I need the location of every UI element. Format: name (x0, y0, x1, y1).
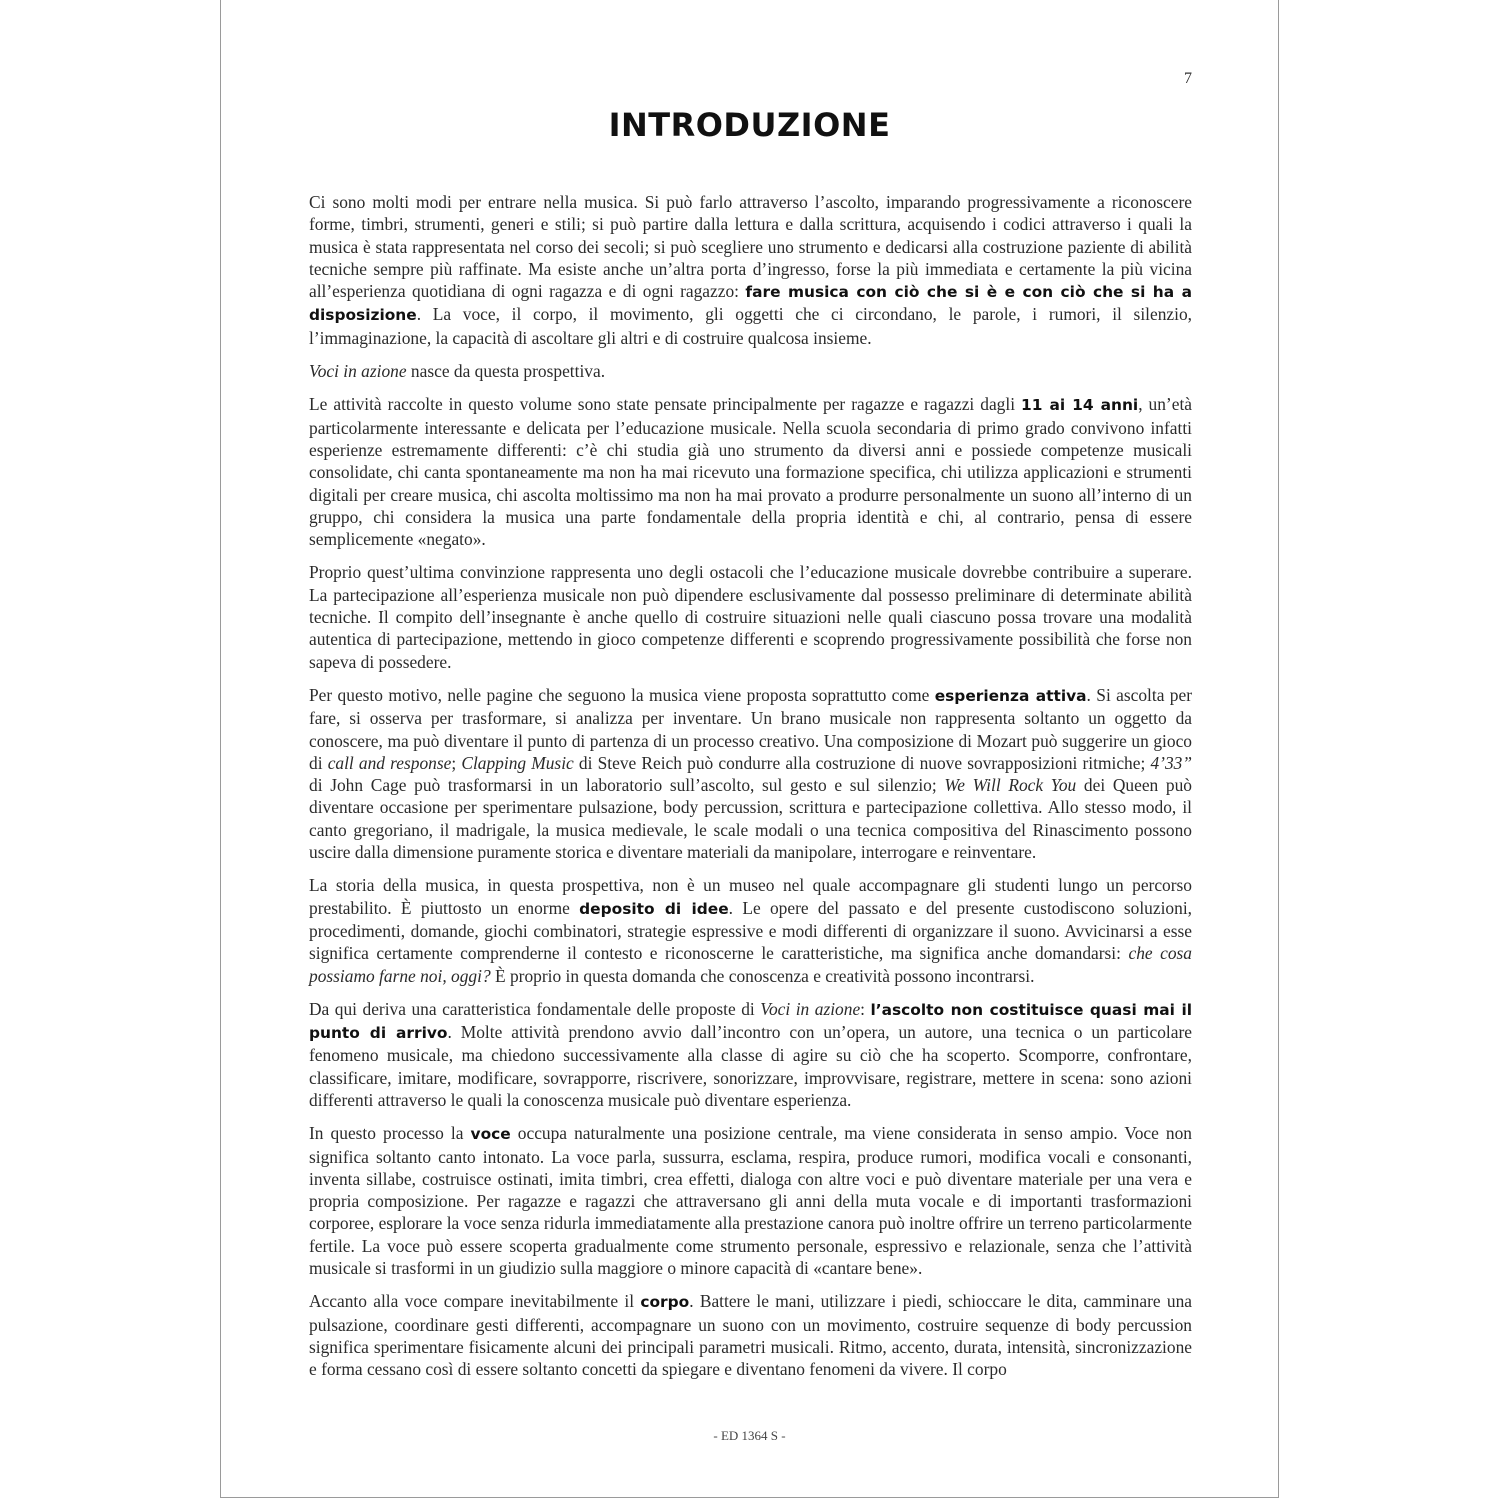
paragraph (309, 393, 1192, 550)
paragraph (309, 1122, 1192, 1279)
bold-text: fare musica con ciò che si è e con ciò che si ha a disposizione (309, 283, 1192, 325)
text-segment: . Molte attività prendono avvio dall’incontro con un’opera, un autore, una tecnica o un particolare fenomeno musicale, ma chiedono successivamente alla classe di agire su ciò che ha scoperto. Scomporre, confrontare, classificare, imitare, modificare, sovrapporre, riscrivere, sonorizzare, improvvisare, registrare, mettere in scena: sono azioni differenti attraverso le quali la conoscenza musicale può diventare esperienza. (309, 1022, 1192, 1110)
italic-text: 4’33” (1150, 752, 1193, 773)
text-segment: . La voce, il corpo, il movimento, gli oggetti che ci circondano, le parole, i rumori, il silenzio, l’immaginazione, la capacità di ascoltare gli altri e di costruire qualcosa insieme. (309, 304, 1192, 348)
paragraph (309, 1290, 1192, 1380)
text-segment: occupa naturalmente una posizione centrale, ma viene considerata in senso ampio. Voce non significa soltanto canto intonato. La voce parla, sussurra, esclama, respira, produce rumori, modifica vocali e consonanti, inventa sillabe, costruisce ostinati, imita timbri, crea effetti, dialoga con altre voci e può diventare materiale per una vera e propria composizione. Per ragazze e ragazzi che attraversano gli anni della muta vocale e di importanti trasformazioni corporee, esplorare la voce senza ridurla immediatamente alla prestazione canora può inoltre offrire un terreno particolarmente fertile. La voce può essere scoperta gradualmente come strumento personale, espressivo e relazionale, senza che l’attività musicale si trasformi in un giudizio sulla maggiore o minore capacità di «cantare bene». (309, 1123, 1192, 1279)
paragraph (309, 998, 1192, 1111)
text-segment: Accanto alla voce compare inevitabilmente il (309, 1291, 641, 1312)
page-number: 7 (1184, 70, 1192, 87)
text-segment: Ci sono molti modi per entrare nella musica. Si può farlo attraverso l’ascolto, imparando progressivamente a riconoscere forme, timbri, strumenti, generi e stili; si può partire dalla lettura e dalla scrittura, acquisendo i codici attraverso i quali la musica è stata rappresentata nel corso dei secoli; si può scegliere uno strumento e dedicarsi alla costruzione paziente di abilità tecniche sempre più raffinate. Ma esiste anche un’altra porta d’ingresso, forse la più immediata e certamente la più vicina all’esperienza quotidiana di ogni ragazza e di ogni ragazzo: (309, 192, 1192, 302)
text-segment: nasce da questa prospettiva. (406, 361, 606, 382)
paragraph (309, 561, 1192, 672)
italic-text: che cosa possiamo farne noi, oggi? (309, 943, 1193, 986)
text-segment: Le attività raccolte in questo volume sono state pensate principalmente per ragazze e ragazzi dagli (309, 394, 1022, 415)
text-segment: Proprio quest’ultima convinzione rappresenta uno degli ostacoli che l’educazione musicale dovrebbe contribuire a superare. La partecipazione all’esperienza musicale non può dipendere esclusivamente dal possesso preliminare di determinate abilità tecniche. Il compito dell’insegnante è anche quello di costruire situazioni nelle quali ciascuno possa trovare una modalità autentica di partecipazione, mettendo in gioco competenze differenti e scoprendo progressivamente possibilità che forse non sapeva di possedere. (309, 562, 1192, 672)
page-footer: - ED 1364 S - (713, 1428, 786, 1443)
paragraph (309, 684, 1192, 863)
text-segment: , un’età particolarmente interessante e delicata per l’educazione musicale. Nella scuola secondaria di primo grado convivono infatti esperienze estremamente differenti: c’è chi studia già uno strumento da diversi anni e possiede competenze musicali consolidate, chi canta spontaneamente ma non ha mai ricevuto una formazione specifica, chi utilizza applicazioni e strumenti digitali per creare musica, chi ascolta moltissimo ma non ha mai provato a produrre personalmente un suono all’interno di un gruppo, chi considera la musica una parte fondamentale della propria identità e chi, al contrario, pensa di essere semplicemente «negato». (309, 394, 1192, 550)
document-page (220, 0, 1279, 1498)
page-title: INTRODUZIONE (608, 106, 891, 144)
text-segment: È proprio in questa domanda che conoscenza e creatività possono incontrarsi. (490, 965, 1035, 986)
paragraph (309, 191, 1192, 349)
italic-text: Voci in azione (760, 998, 861, 1019)
text-segment: La storia della musica, in questa prospettiva, non è un museo nel quale accompagnare gli studenti lungo un percorso prestabilito. È piuttosto un enorme (309, 875, 1192, 918)
text-segment: Per questo motivo, nelle pagine che seguono la musica viene proposta soprattutto come (309, 684, 935, 705)
text-segment: di Steve Reich può condurre alla costruzione di nuove sovrapposizioni ritmiche; (573, 752, 1151, 773)
body-text (309, 191, 1192, 1381)
paragraph (309, 874, 1192, 986)
bold-text: corpo (640, 1293, 690, 1312)
bold-text: 11 ai 14 anni (1021, 396, 1139, 415)
bold-text: l’ascolto non costituisce quasi mai il punto di arrivo (309, 1000, 1192, 1043)
paragraph (309, 360, 1192, 382)
text-segment: di John Cage può trasformarsi in un laboratorio sull’ascolto, sul gesto e sul silenzio; (309, 775, 945, 796)
text-segment: . Si ascolta per fare, si osserva per trasformare, si analizza per inventare. Un brano musicale non rappresenta soltanto un oggetto da conoscere, ma può diventare il punto di partenza di un processo creativo. Una composizione di Mozart può suggerire un gioco di (309, 684, 1193, 773)
italic-text: Voci in azione (309, 361, 407, 382)
bold-text: deposito di idee (579, 899, 729, 918)
text-segment: In questo processo la (309, 1123, 471, 1144)
bold-text: esperienza attiva (934, 686, 1087, 705)
italic-text: call and response (327, 752, 452, 773)
text-segment: ; (451, 752, 462, 773)
bold-text: voce (470, 1125, 511, 1144)
text-segment: . Battere le mani, utilizzare i piedi, schioccare le dita, camminare una pulsazione, coordinare gesti differenti, accompagnare un suono con un movimento, costruire sequenze di body percussion significa sperimentare fisicamente alcuni dei principali parametri musicali. Ritmo, accento, durata, intensità, sincronizzazione e forma cessano così di essere soltanto concetti da spiegare e diventano fenomeni da vivere. Il corpo (309, 1291, 1193, 1380)
text-segment: dei Queen può diventare occasione per sperimentare pulsazione, body percussion, scrittura e partecipazione collettiva. Allo stesso modo, il canto gregoriano, il madrigale, la musica medievale, le scale modali o una tecnica compositiva del Rinascimento possono uscire dalla dimensione puramente storica e diventare materiali da manipolare, interrogare e reinventare. (309, 775, 1192, 863)
text-segment: Da qui deriva una caratteristica fondamentale delle proposte di (309, 998, 761, 1019)
italic-text: We Will Rock You (944, 775, 1077, 796)
text-segment: : (860, 998, 871, 1019)
text-segment: . Le opere del passato e del presente custodiscono soluzioni, procedimenti, domande, giochi combinatori, strategie espressive e modi differenti di organizzare il suono. Avvicinarsi a esse significa certamente comprenderne il contesto e riconoscerne le caratteristiche, ma significa anche domandarsi: (309, 897, 1192, 964)
italic-text: Clapping Music (461, 752, 574, 773)
